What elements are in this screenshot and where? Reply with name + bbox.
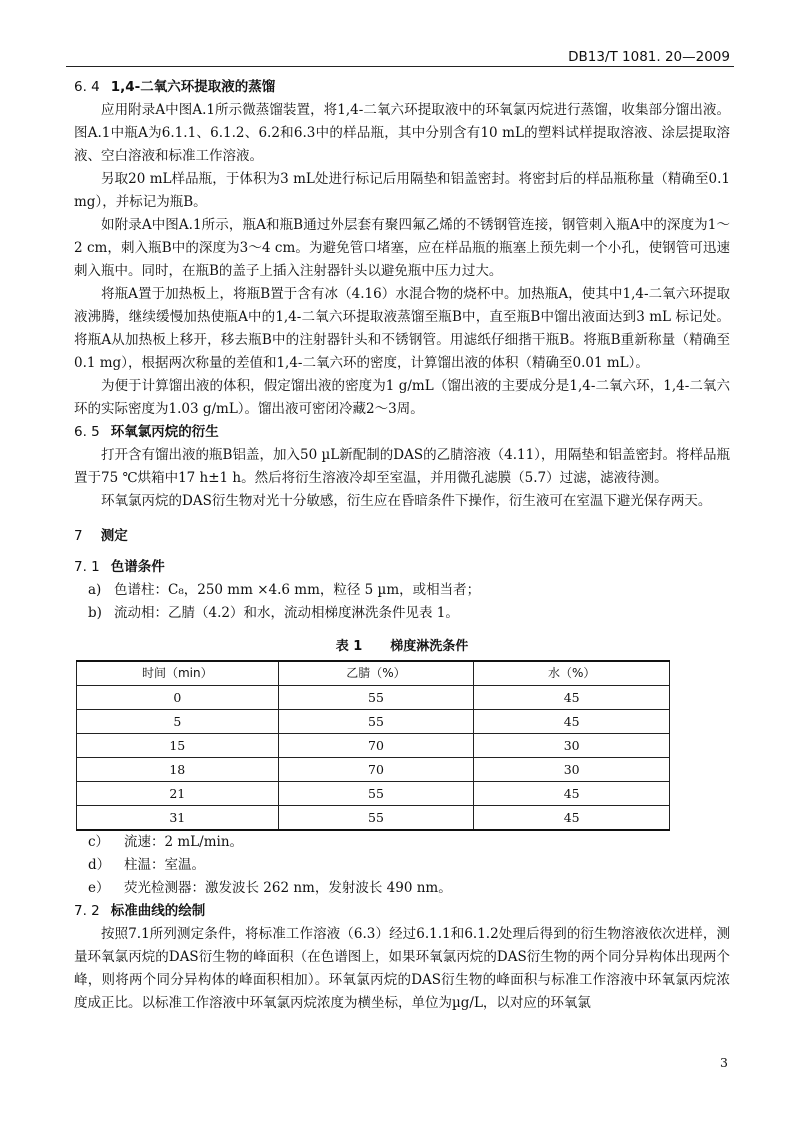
list-item [74,877,730,900]
list-item [74,854,730,877]
list-label: a) [88,582,102,598]
heading-number: 7. 1 [74,559,100,575]
table-cell: 31 [77,806,279,831]
list-item [74,831,730,854]
table-cell: 15 [77,734,279,758]
heading-number: 7. 2 [74,903,100,919]
heading-7-2 [74,900,730,923]
table-cell: 30 [474,734,670,758]
paragraph: 另取20 mL样品瓶，于体积为3 mL处进行标记后用隔垫和铝盖密封。将密封后的样品瓶称量（精确至0.1 mg），并标记为瓶B。 [74,171,730,210]
gradient-table [76,660,670,831]
list-text: 流动相：乙腈（4.2）和水，流动相梯度淋洗条件见表 1。 [114,605,459,621]
heading-number: 7 [74,528,83,544]
table-cell: 55 [278,686,474,710]
table-caption-title: 梯度淋洗条件 [390,639,469,654]
list-item [74,602,730,625]
table-header-row [77,661,670,686]
list-label: c） [88,834,110,850]
paragraph: 按照7.1所列测定条件，将标准工作溶液（6.3）经过6.1.1和6.1.2处理后得到的衍生物溶液依次进样，测量环氧氯丙烷的DAS衍生物的峰面积（在色谱图上，如果环氧氯丙烷的DAS衍生物的两个同分异构体出现两个峰，则将两个同分异构体的峰面积相加）。环氧氯丙烷的DAS衍生物的峰面积与标准工作溶液中环氧氯丙烷浓度成正比。以标准工作溶液中环氧氯丙烷浓度为横坐标，单位为µg/L，以对应的环氧氯 [74,926,730,1011]
table-cell: 45 [474,710,670,734]
heading-7-1 [74,556,730,579]
table-caption [74,635,730,658]
table-cell: 30 [474,758,670,782]
heading-title: 1,4-二氧六环提取液的蒸馏 [110,79,276,95]
table-row [77,710,670,734]
paragraph: 打开含有馏出液的瓶B铝盖，加入50 µL新配制的DAS的乙腈溶液（4.11），用隔垫和铝盖密封。将样品瓶置于75 ℃烘箱中17 h±1 h。然后将衍生溶液冷却至室温，并用微孔滤膜（5.7）过滤，滤液待测。 [74,447,730,486]
heading-title: 环氧氯丙烷的衍生 [110,424,219,440]
page-content [74,76,730,1015]
document-code: DB13/T 1081. 20—2009 [568,49,730,65]
table-caption-number: 表 1 [335,639,363,654]
heading-title: 标准曲线的绘制 [110,903,206,919]
list-label: d） [88,857,111,873]
table-cell: 55 [278,710,474,734]
table-row [77,806,670,831]
table-cell: 45 [474,806,670,831]
table-cell: 45 [474,782,670,806]
heading-number: 6. 5 [74,424,100,440]
table-cell: 21 [77,782,279,806]
table-cell: 45 [474,686,670,710]
table-cell: 55 [278,806,474,831]
table-cell: 55 [278,782,474,806]
table-cell: 18 [77,758,279,782]
paragraph: 应用附录A中图A.1所示微蒸馏装置，将1,4-二氧六环提取液中的环氧氯丙烷进行蒸馏，收集部分馏出液。图A.1中瓶A为6.1.1、6.1.2、6.2和6.3中的样品瓶，其中分别含有10 mL的塑料试样提取溶液、涂层提取溶液、空白溶液和标准工作溶液。 [74,102,730,164]
list-text: 柱温：室温。 [124,857,205,873]
table-cell: 5 [77,710,279,734]
list-text: 流速：2 mL/min。 [124,834,244,850]
table-row [77,758,670,782]
heading-number: 6. 4 [74,79,100,95]
table-row [77,686,670,710]
table-row [77,734,670,758]
page-number: 3 [720,1055,728,1070]
heading-title: 色谱条件 [110,559,165,575]
list-label: b) [88,605,102,621]
column-header-acetonitrile: 乙腈（%） [278,661,474,686]
paragraph: 为便于计算馏出液的体积，假定馏出液的密度为1 g/mL（馏出液的主要成分是1,4-二氧六环，1,4-二氧六环的实际密度为1.03 g/mL）。馏出液可密闭冷藏2～3周。 [74,378,730,417]
header-rule [66,66,734,67]
column-header-water: 水（%） [474,661,670,686]
list-text: 色谱柱：C₈，250 mm ×4.6 mm，粒径 5 µm，或相当者； [114,582,481,598]
heading-title: 测定 [100,528,128,544]
list-text: 荧光检测器：激发波长 262 nm，发射波长 490 nm。 [124,880,452,896]
table-row [77,782,670,806]
heading-6-4 [74,76,730,99]
heading-6-5 [74,421,730,444]
column-header-time: 时间（min） [77,661,279,686]
table-cell: 70 [278,734,474,758]
paragraph: 环氧氯丙烷的DAS衍生物对光十分敏感，衍生应在昏暗条件下操作，衍生液可在室温下避光保存两天。 [101,493,712,509]
list-item [74,579,730,602]
list-label: e） [88,880,110,896]
paragraph: 如附录A中图A.1所示，瓶A和瓶B通过外层套有聚四氟乙烯的不锈钢管连接，钢管刺入瓶A中的深度为1～2 cm，刺入瓶B中的深度为3～4 cm。为避免管口堵塞，应在样品瓶的瓶塞上预先刺一个小孔，使钢管可迅速刺入瓶中。同时，在瓶B的盖子上插入注射器针头以避免瓶中压力过大。 [74,217,730,279]
table-cell: 0 [77,686,279,710]
paragraph: 将瓶A置于加热板上，将瓶B置于含有冰（4.16）水混合物的烧杯中。加热瓶A，使其中1,4-二氧六环提取液沸腾，继续缓慢加热使瓶A中的1,4-二氧六环提取液蒸馏至瓶B中，直至瓶B中馏出液面达到3 mL 标记处。将瓶A从加热板上移开，移去瓶B中的注射器针头和不锈钢管。用滤纸仔细揩干瓶B。将瓶B重新称量（精确至0.1 mg），根据两次称量的差值和1,4-二氧六环的密度，计算馏出液的体积（精确至0.01 mL）。 [74,286,730,371]
table-cell: 70 [278,758,474,782]
heading-7 [74,525,730,548]
